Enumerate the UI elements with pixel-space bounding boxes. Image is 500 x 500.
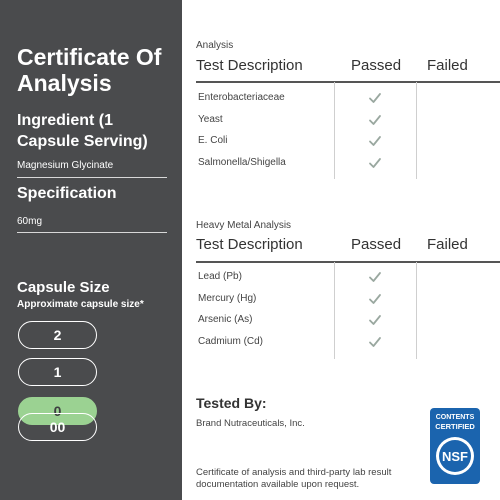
table-row [196, 333, 486, 354]
test-name: E. Coli [198, 135, 228, 146]
tested-by-value: Brand Nutraceuticals, Inc. [196, 418, 305, 429]
col-passed: Passed [351, 57, 402, 74]
passed-check-icon [368, 335, 382, 349]
capsule-size-0-selected: 0 [18, 397, 97, 425]
capsule-size-1: 1 [18, 358, 97, 386]
table-row [196, 111, 486, 132]
passed-check-icon [368, 292, 382, 306]
passed-check-icon [368, 270, 382, 284]
passed-check-icon [368, 313, 382, 327]
divider [17, 177, 167, 178]
analysis-label: Analysis [196, 40, 234, 51]
test-name: Yeast [198, 113, 223, 125]
table-row [196, 132, 486, 153]
col-failed: Failed [427, 236, 468, 253]
left-panel [0, 0, 182, 500]
capsule-subheading: Approximate capsule size* [17, 299, 144, 310]
test-name: Mercury (Hg) [198, 292, 257, 304]
test-name: Enterobacteriaceae [198, 92, 285, 103]
nsf-mark: NSF [442, 449, 468, 464]
col-test-description: Test Description [196, 236, 303, 253]
test-name: Salmonella/Shigella [198, 156, 286, 168]
test-name: Cadmium (Cd) [198, 335, 264, 347]
divider [17, 232, 167, 233]
footer-note: Certificate of analysis and third-party lab result documentation available upon request. [196, 467, 392, 490]
table-row [196, 89, 486, 110]
passed-check-icon [368, 113, 382, 127]
capsule-size-00: 00 [18, 413, 97, 441]
capsule-size-2: 2 [18, 321, 97, 349]
table-row [196, 311, 486, 332]
test-name: Arsenic (As) [198, 314, 253, 325]
heavy-metal-label: Heavy Metal Analysis [196, 220, 292, 231]
header-rule [196, 81, 500, 83]
table-row [196, 268, 486, 289]
nsf-line1: CONTENTS [435, 414, 475, 421]
table-row [196, 290, 486, 311]
passed-check-icon [368, 134, 382, 148]
capsule-heading: Capsule Size [17, 279, 110, 296]
header-rule [196, 261, 500, 263]
table-row [196, 154, 486, 175]
col-failed: Failed [427, 57, 468, 74]
test-name: Lead (Pb) [198, 271, 242, 282]
tested-by-heading: Tested By: [196, 395, 267, 411]
ingredient-value: Magnesium Glycinate [17, 160, 114, 171]
col-test-description: Test Description [196, 57, 303, 74]
page-title: Certificate Of Analysis [17, 44, 162, 96]
spec-value: 60mg [17, 216, 43, 227]
ingredient-heading: Ingredient (1 Capsule Serving) [17, 112, 148, 150]
passed-check-icon [368, 156, 382, 170]
results-panel [182, 0, 500, 500]
nsf-line2: CERTIFIED [435, 422, 475, 431]
nsf-certified-badge [430, 408, 480, 484]
spec-heading: Specification [17, 185, 117, 202]
col-passed: Passed [351, 236, 402, 253]
passed-check-icon [368, 91, 382, 105]
